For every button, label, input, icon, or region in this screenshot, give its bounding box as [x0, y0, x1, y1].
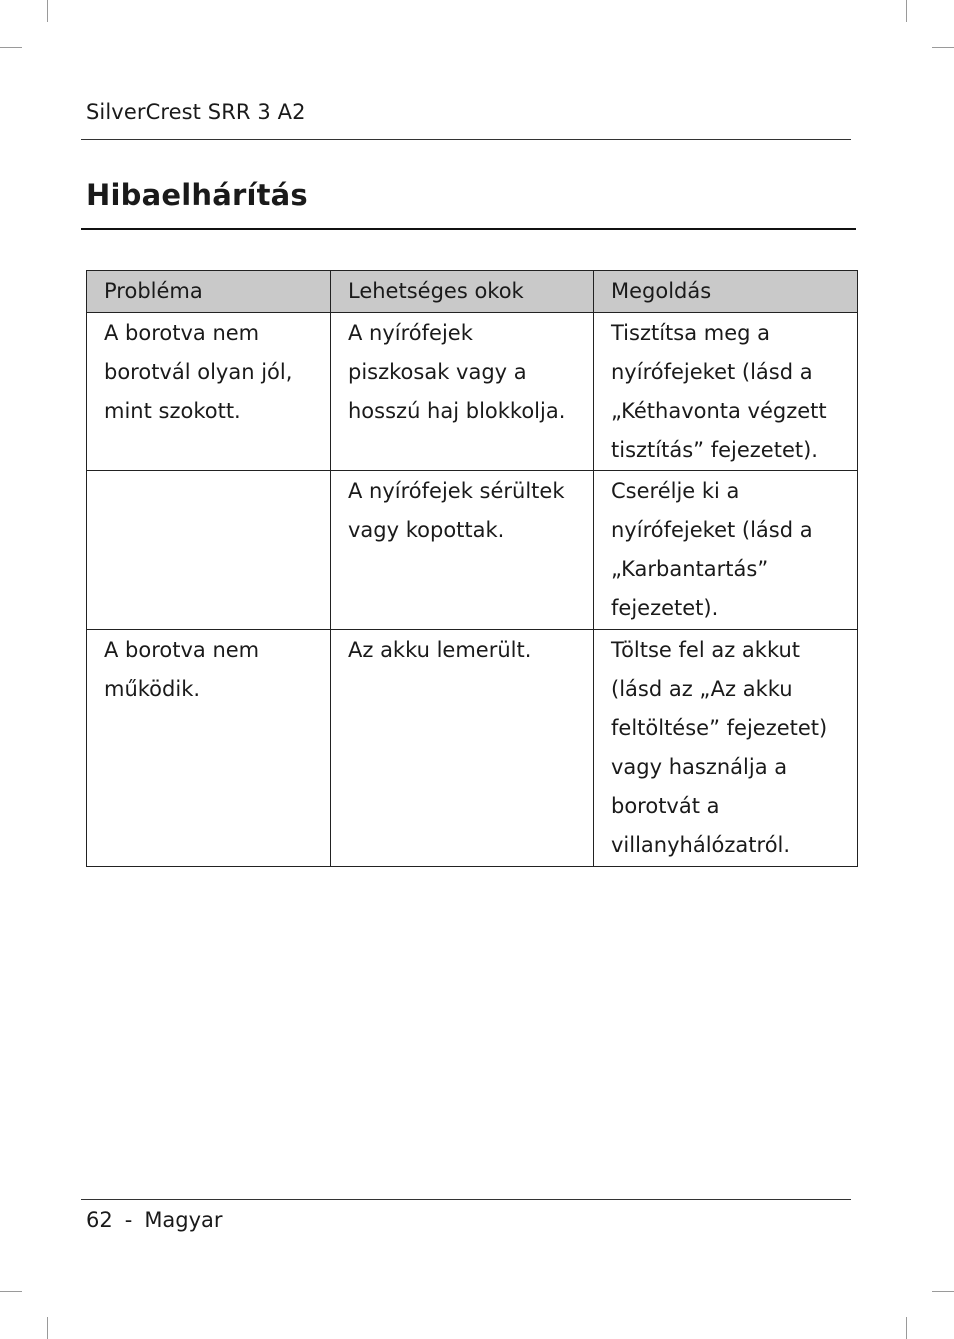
cell-solution: Töltse fel az akkut (lásd az „Az akku feltöltése” fejezetet) vagy használja a borotvát a villanyhálózatról.	[594, 630, 858, 867]
cell-cause: Az akku lemerült.	[331, 630, 594, 867]
cell-cause: A nyírófejek sérültek vagy kopottak.	[331, 471, 594, 630]
table-row	[87, 471, 858, 630]
cell-problem: A borotva nem működik.	[87, 630, 331, 867]
cell-solution: Tisztítsa meg a nyírófejeket (lásd a „Kéthavonta végzett tisztítás” fejezetet).	[594, 313, 858, 471]
crop-mark	[47, 0, 48, 22]
section-title: Hibaelhárítás	[86, 178, 308, 212]
column-header-causes: Lehetséges okok	[331, 271, 594, 313]
cell-problem: A borotva nem borotvál olyan jól, mint szokott.	[87, 313, 331, 471]
running-header: SilverCrest SRR 3 A2	[86, 100, 306, 124]
title-rule	[81, 228, 856, 230]
troubleshooting-table	[86, 270, 858, 867]
page-footer	[86, 1208, 223, 1232]
crop-mark	[906, 0, 907, 22]
column-header-solution: Megoldás	[594, 271, 858, 313]
footer-rule	[81, 1199, 851, 1200]
cell-cause: A nyírófejek piszkosak vagy a hosszú haj blokkolja.	[331, 313, 594, 471]
table-row	[87, 313, 858, 471]
footer-separator: -	[124, 1208, 133, 1232]
table-header-row	[87, 271, 858, 313]
crop-mark	[0, 47, 22, 48]
crop-mark	[932, 1291, 954, 1292]
table-row	[87, 630, 858, 867]
page-number: 62	[86, 1208, 113, 1232]
crop-mark	[932, 47, 954, 48]
crop-mark	[47, 1317, 48, 1339]
column-header-problem: Probléma	[87, 271, 331, 313]
footer-language: Magyar	[144, 1208, 223, 1232]
crop-mark	[906, 1317, 907, 1339]
crop-mark	[0, 1291, 22, 1292]
cell-problem	[87, 471, 331, 630]
header-rule	[81, 139, 851, 140]
cell-solution: Cserélje ki a nyírófejeket (lásd a „Karbantartás” fejezetet).	[594, 471, 858, 630]
